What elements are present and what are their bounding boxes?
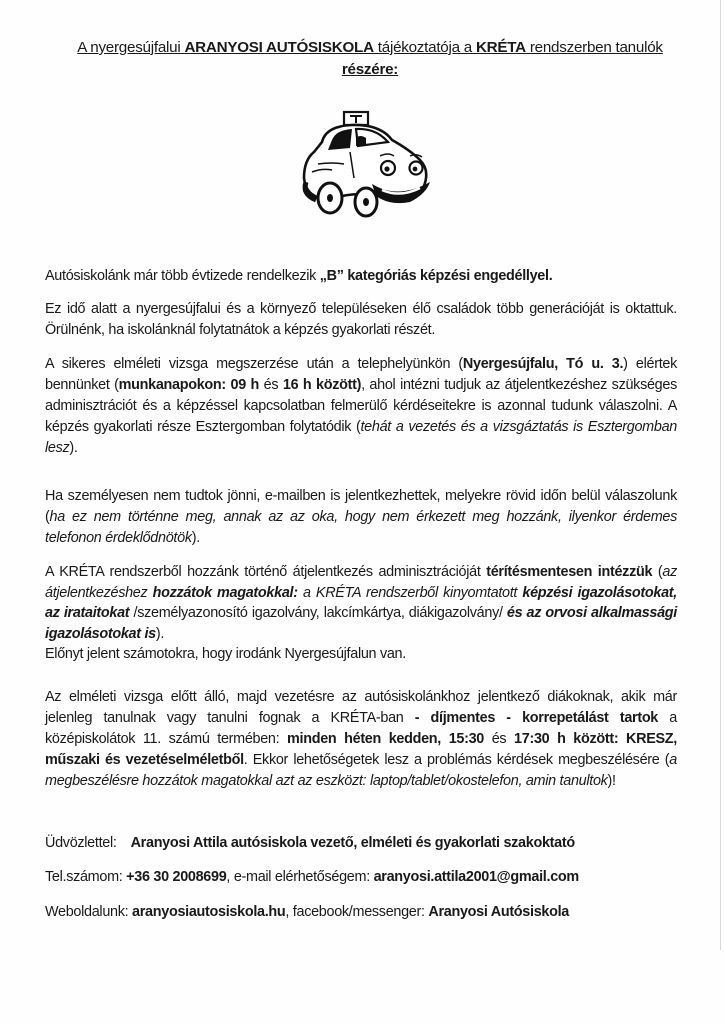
scan-edge-line — [720, 0, 721, 950]
social-page-name[interactable]: Aranyosi Autósiskola — [428, 904, 570, 920]
emphasis-text: részére: — [341, 61, 399, 78]
paragraph-transfer-admin: A KRÉTA rendszerből hozzánk történő átjelentkezés adminisztrációját térítésmentesen intézzük (az átjelentkezéshez hozzátok magatokkal: a KRÉTA rendszerből kinyomtatott képzési igazolásotokat, az irataitokat /személyazonosító igazolvány, lakcímkártya, diákigazolvány/ és az orvosi alkalmassági igazolásotokat is). Előnyt jelent számotokra, hogy irodánk Nyergesújfalun van. — [45, 564, 677, 663]
emphasis-text: „B” kategóriás képzési engedéllyel. — [319, 268, 553, 285]
emphasis-text: munkanapokon: 09 h — [118, 377, 260, 394]
paragraph-email-contact: Ha személyesen nem tudtok jönni, e-mailben is jelentkezhettek, melyekre rövid időn belül válaszolunk (ha ez nem történne meg, annak az az oka, hogy nem érkezett meg hozzánk, ilyenkor érdemes telefonon érdeklődnötök). — [45, 488, 677, 547]
emphasis-text: képzési igazolásotokat, az irataitokat — [45, 584, 677, 622]
paragraph-history: Ez idő alatt a nyergesújfalui és a környező településeken élő családok több generációját is oktattuk. Örülnénk, ha iskolánknál folytatnátok a képzés gyakorlati részét. — [45, 301, 677, 339]
emphasis-text: Nyergesújfalu, Tó u. 3. — [462, 356, 624, 373]
emphasis-text: KRÉTA — [475, 39, 526, 56]
paragraph-tutoring: Az elméleti vizsga előtt álló, majd vezetésre az autósiskolánkhoz jelentkező diákoknak, akik már jelenleg tanulnak vagy tanulni fognak a KRÉTA-ban - díjmentes - korrepetálást tartok a középiskolátok 11. számú termében: minden héten kedden, 15:30 és 17:30 h között: KRESZ, műszaki és vezetéselméletből. Ekkor lehetőségetek lesz a problémás kérdések megbeszélésére (a megbeszélésre hozzátok magatokkal azt az eszközt: laptop/tablet/okostelefon, amin tanultok)! — [45, 689, 677, 789]
emphasis-text: 16 h között) — [282, 377, 362, 394]
emphasis-text: 17:30 h között: KRESZ, műszaki és vezetéselméletből — [45, 730, 677, 768]
emphasis-text: a KRÉTA rendszerből kinyomtatott — [297, 584, 523, 601]
emphasis-text: minden héten kedden, 15:30 — [287, 730, 485, 747]
phone-label: Tel.számom: — [45, 869, 127, 885]
contact-line — [45, 867, 705, 887]
website-label: Weboldalunk: — [45, 904, 133, 920]
website-link[interactable]: aranyosiautosiskola.hu — [132, 904, 286, 920]
email-label: , e-mail elérhetőségem: — [226, 869, 374, 885]
cartoon-taxi-car-icon — [292, 108, 442, 218]
social-label: , facebook/messenger: — [285, 904, 429, 920]
sender-name: Aranyosi Attila autósiskola vezető, elméleti és gyakorlati szakoktató — [130, 835, 575, 851]
phone-number[interactable]: +36 30 2008699 — [126, 869, 227, 885]
emphasis-text: és az orvosi alkalmassági igazolásotokat is — [45, 605, 677, 642]
emphasis-text: ha ez nem történne meg, annak az az oka, hogy nem érkezett meg hozzánk, ilyenkor érdemes telefonon érdeklődnötök — [45, 509, 677, 547]
emphasis-text: az átjelentkezéshez — [45, 564, 677, 601]
emphasis-text: a megbeszélésre hozzátok magatokkal azt az eszközt: laptop/tablet/okostelefon, amin tanultok — [45, 751, 677, 789]
document-title: A nyergesújfalui ARANYOSI AUTÓSISKOLA tájékoztatója a KRÉTA rendszerben tanulók részére: — [77, 39, 663, 78]
greeting-label: Üdvözlettel: — [45, 835, 117, 851]
email-address[interactable]: aranyosi.attila2001@gmail.com — [373, 869, 579, 885]
paragraph-license: Autósiskolánk már több évtizede rendelkezik „B” kategóriás képzési engedéllyel. — [45, 268, 553, 285]
signature-line — [45, 833, 705, 853]
emphasis-text: térítésmentesen intézzük — [486, 564, 653, 581]
emphasis-text: ARANYOSI AUTÓSISKOLA — [184, 39, 374, 56]
emphasis-text: hozzátok magatokkal: — [152, 584, 298, 601]
emphasis-text: - díjmentes - korrepetálást tartok — [414, 710, 659, 727]
paragraph-office-visit: A sikeres elméleti vizsga megszerzése után a telephelyünkön (Nyergesújfalu, Tó u. 3.) elértek bennünket (munkanapokon: 09 h és 16 h között), ahol intézni tudjuk az átjelentkezéshez szükséges adminisztrációt és a képzéssel kapcsolatban felmerülő kérdéseitekre is azonnal tudunk válaszolni. A képzés gyakorlati része Esztergomban folytatódik (tehát a vezetés és a vizsgáztatás is Esztergomban lesz). — [45, 356, 677, 457]
emphasis-text: tehát a vezetés és a vizsgáztatás is Esztergomban lesz — [45, 419, 677, 457]
web-line — [45, 902, 705, 922]
